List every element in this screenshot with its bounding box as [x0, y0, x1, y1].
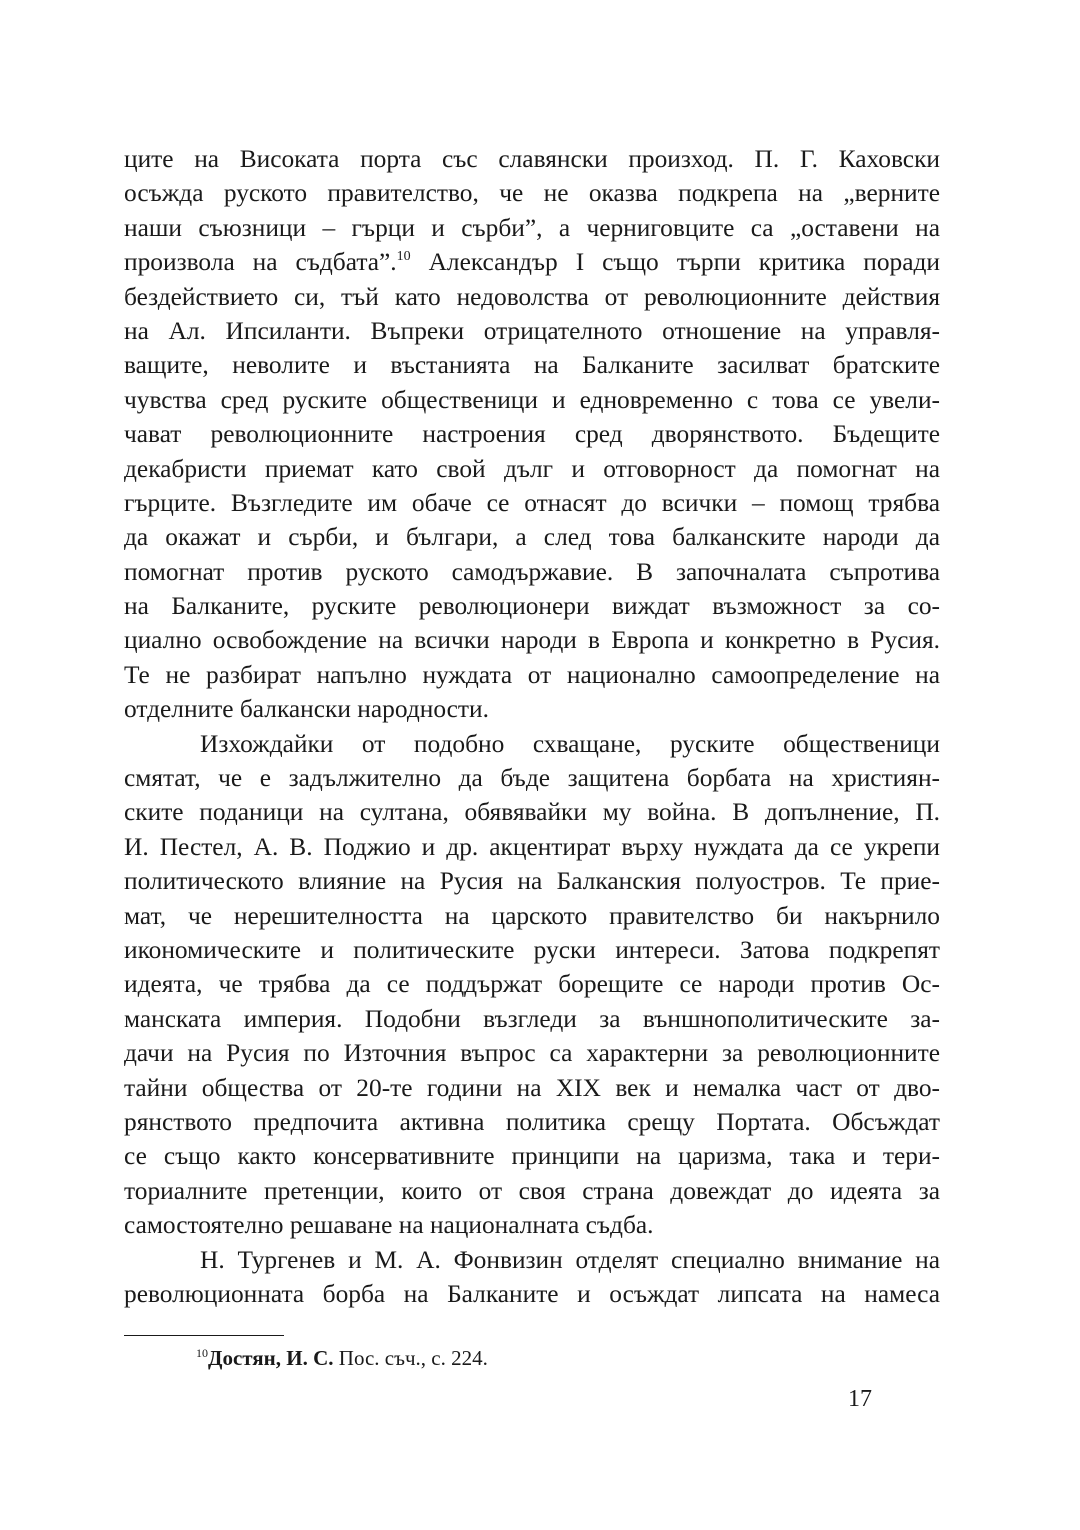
page-number: 17: [848, 1386, 872, 1412]
text-line: ващите, неволите и въстанията на Балканите засилват братските: [124, 351, 940, 380]
text-line: гърците. Възгледите им обаче се отнасят до всички – помощ трябва: [124, 488, 940, 517]
text-line: политическото влияние на Русия на Балканския полуостров. Те прие-: [124, 867, 940, 896]
text-line: се също както консервативните принципи на царизма, така и тери-: [124, 1142, 940, 1171]
text-line: чават революционните настроения сред дворянството. Бъдещите: [124, 420, 940, 449]
footnote-reference: 10: [396, 249, 411, 265]
text-line: революционната борба на Балканите и осъждат липсата на намеса: [124, 1279, 940, 1308]
text-line: тайни общества от 20-те години на XIX век и немалка част от дво-: [124, 1073, 940, 1102]
text-line-with-footnote-ref: [124, 245, 940, 279]
text-line: дачи на Русия по Източния въпрос са характерни за революционните: [124, 1039, 940, 1068]
text-line: мат, че нерешителността на царското правителство би накърнило: [124, 901, 940, 930]
text-line: декабристи приемат като свой дълг и отговорност да помогнат на: [124, 454, 940, 483]
text-line: ците на Високата порта със славянски произход. П. Г. Каховски: [124, 145, 940, 173]
text-line: ториалните претенции, които от своя страна довеждат до идеята за: [124, 1176, 940, 1205]
body-text: [124, 142, 940, 1311]
text-line: самостоятелно решаване на националната съдба.: [124, 1211, 654, 1240]
text-line: Те не разбират напълно нуждата от национално самоопределение на: [124, 660, 940, 689]
text-line: чувства сред руските общественици и едновременно с това се увели-: [124, 385, 940, 414]
text-line: бездействието си, тъй като недоволства от революционните действия: [124, 282, 940, 311]
text-line: манската империя. Подобни възгледи за външнополитическите за-: [124, 1004, 940, 1033]
text-line: И. Пестел, А. В. Поджио и др. акцентират върху нуждата да се укрепи: [124, 832, 940, 861]
text-line: циално освобождение на всички народи в Европа и конкретно в Русия.: [124, 626, 940, 655]
text-line: икономическите и политическите руски интереси. Затова подкрепят: [124, 935, 940, 964]
text-line: идеята, че трябва да се поддържат борещите се народи против Ос-: [124, 970, 940, 999]
text-line: ските поданици на султана, обявявайки му война. В допълнение, П.: [124, 798, 940, 827]
text-line: помогнат против руското самодържавие. В започналата съпротива: [124, 557, 940, 586]
text-line: наши съюзници – гърци и сърби”, а черниговците са „оставени на: [124, 213, 940, 242]
footnote-separator: [124, 1335, 284, 1336]
paragraph-first-line: Н. Тургенев и М. А. Фонвизин отделят специално внимание на: [200, 1245, 940, 1274]
paragraph-first-line: Изхождайки от подобно схващане, руските общественици: [200, 729, 940, 758]
text-segment: Александър I също търпи критика поради: [410, 248, 940, 277]
text-segment: произвола на съдбата”.: [124, 248, 397, 277]
text-line: смятат, че е задължително да бъде защитена борбата на християн-: [124, 764, 940, 793]
text-line: на Ал. Ипсиланти. Въпреки отрицателното отношение на управля-: [124, 316, 940, 345]
footnote: [196, 1344, 488, 1372]
text-line: осъжда руското правителство, че не оказва подкрепа на „верните: [124, 179, 940, 208]
text-line: да окажат и сърби, и българи, а след това балканските народи да: [124, 523, 940, 552]
text-line: отделните балкански народности.: [124, 695, 489, 724]
footnote-author: Достян, И. С.: [208, 1346, 334, 1370]
text-line: на Балканите, руските революционери виждат възможност за со-: [124, 592, 940, 621]
footnote-number: 10: [196, 1346, 208, 1360]
text-line: рянството предпочита активна политика срещу Портата. Обсъждат: [124, 1107, 940, 1136]
footnote-text: Пос. съч., с. 224.: [333, 1346, 488, 1370]
